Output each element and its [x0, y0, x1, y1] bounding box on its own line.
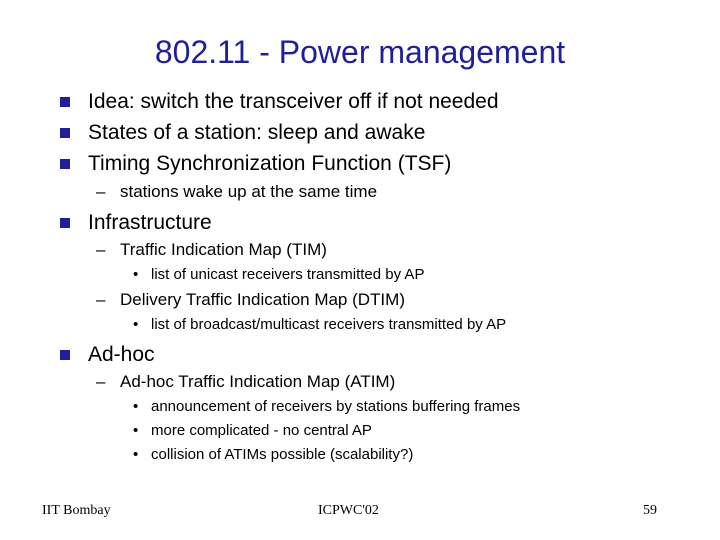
footer-conference: ICPWC'02	[318, 503, 379, 518]
dash-bullet-icon: –	[96, 182, 106, 201]
dot-bullet-icon: •	[133, 422, 139, 439]
sub-bullet-item	[96, 183, 377, 200]
bullet-item	[60, 122, 425, 143]
sub-bullet-text: Traffic Indication Map (TIM)	[120, 240, 327, 259]
dash-bullet-icon: –	[96, 290, 106, 309]
sub-bullet-item	[96, 373, 395, 390]
bullet-item	[60, 91, 499, 112]
sub-bullet-item	[96, 291, 405, 308]
sub-bullet-text: stations wake up at the same time	[120, 182, 378, 201]
bullet-item	[60, 212, 212, 233]
dot-bullet-icon: •	[133, 398, 139, 415]
page-number: 59	[643, 503, 657, 518]
dot-bullet-icon: •	[133, 266, 139, 283]
bullet-text: Infrastructure	[88, 211, 212, 234]
square-bullet-icon	[60, 159, 70, 169]
sub-sub-bullet-item	[133, 447, 413, 462]
sub-sub-bullet-text: collision of ATIMs possible (scalability?)	[151, 446, 414, 463]
sub-sub-bullet-item	[133, 399, 520, 414]
sub-sub-bullet-item	[133, 423, 372, 438]
bullet-text: States of a station: sleep and awake	[88, 121, 426, 144]
dash-bullet-icon: –	[96, 372, 106, 391]
bullet-text: Idea: switch the transceiver off if not needed	[88, 90, 499, 113]
sub-sub-bullet-text: list of broadcast/multicast receivers transmitted by AP	[151, 316, 507, 333]
bullet-text: Timing Synchronization Function (TSF)	[88, 152, 452, 175]
sub-sub-bullet-item	[133, 267, 424, 282]
sub-sub-bullet-text: list of unicast receivers transmitted by AP	[151, 266, 425, 283]
bullet-item	[60, 153, 451, 174]
sub-bullet-item	[96, 241, 327, 258]
square-bullet-icon	[60, 218, 70, 228]
bullet-text: Ad-hoc	[88, 343, 155, 366]
bullet-item	[60, 344, 155, 365]
dash-bullet-icon: –	[96, 240, 106, 259]
sub-sub-bullet-text: announcement of receivers by stations buffering frames	[151, 398, 521, 415]
sub-sub-bullet-item	[133, 317, 506, 332]
footer-institution: IIT Bombay	[42, 503, 111, 518]
square-bullet-icon	[60, 128, 70, 138]
sub-sub-bullet-text: more complicated - no central AP	[151, 422, 372, 439]
dot-bullet-icon: •	[133, 446, 139, 463]
dot-bullet-icon: •	[133, 316, 139, 333]
slide-title: 802.11 - Power management	[154, 34, 566, 70]
sub-bullet-text: Ad-hoc Traffic Indication Map (ATIM)	[120, 372, 396, 391]
sub-bullet-text: Delivery Traffic Indication Map (DTIM)	[120, 290, 405, 309]
square-bullet-icon	[60, 97, 70, 107]
square-bullet-icon	[60, 350, 70, 360]
